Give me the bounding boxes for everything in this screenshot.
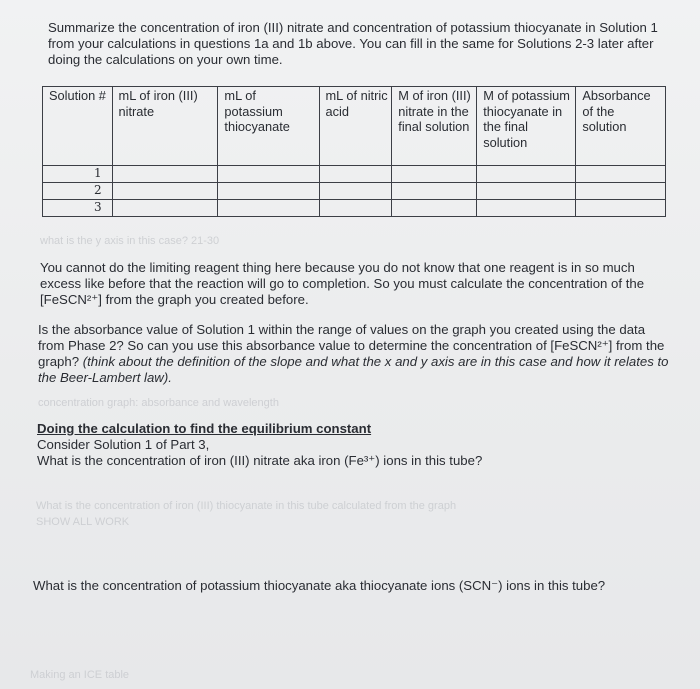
table-row [43, 183, 666, 200]
bleed-through-text: concentration graph: absorbance and wavelength [38, 397, 279, 409]
header-solution-number: Solution # [43, 87, 113, 166]
table-cell[interactable] [392, 166, 477, 183]
header-ml-nitric-acid: mL of nitric acid [319, 87, 392, 166]
absorbance-question-hint: (think about the definition of the slope and what the x and y axis are in this case and how it relates to the Beer-Lambert law). [38, 354, 669, 385]
section-heading: Doing the calculation to find the equilibrium constant [37, 421, 372, 436]
table-cell[interactable] [218, 166, 319, 183]
table-cell[interactable] [218, 183, 319, 200]
iron-concentration-question: What is the concentration of iron (III) nitrate aka iron (Fe³⁺) ions in this tube? [37, 453, 483, 468]
table-cell[interactable] [477, 200, 576, 217]
table-cell[interactable] [319, 183, 392, 200]
table-cell[interactable] [319, 166, 392, 183]
table-cell[interactable] [576, 166, 666, 183]
table-cell[interactable] [392, 200, 477, 217]
absorbance-question-text: Is the absorbance value of Solution 1 within the range of values on the graph you created using the data from Phase 2? So can you use this absorbance value to determine the concentration of [FeSCN²⁺] from the graph? [38, 322, 665, 369]
header-ml-potassium-thiocyanate: mL of potassium thiocyanate [218, 87, 319, 166]
header-molarity-iron-nitrate: M of iron (III) nitrate in the final solution [392, 87, 477, 166]
solution-number: 2 [43, 183, 113, 200]
header-ml-iron-nitrate: mL of iron (III) nitrate [112, 87, 218, 166]
limiting-reagent-paragraph: You cannot do the limiting reagent thing here because you do not know that one reagent is in so much excess like before that the reaction will go to completion. So you must calculate the concentration of the [FeSCN²⁺] from the graph you created before. [40, 260, 645, 307]
table-cell[interactable] [477, 183, 576, 200]
bleed-through-text: what is the y axis in this case? 21-30 [40, 235, 220, 247]
table-cell[interactable] [112, 166, 218, 183]
table-cell[interactable] [392, 183, 477, 200]
table-cell[interactable] [576, 183, 666, 200]
bleed-through-text: Making an ICE table [30, 669, 130, 681]
table-cell[interactable] [319, 200, 392, 217]
header-molarity-potassium-thiocyanate: M of potassium thiocyanate in the final solution [477, 87, 576, 166]
table-header-row [43, 87, 666, 166]
bleed-through-text: What is the concentration of iron (III) thiocyanate in this tube calculated from the graph [36, 500, 457, 512]
table-cell[interactable] [477, 166, 576, 183]
table-cell[interactable] [112, 183, 218, 200]
table-row [43, 166, 666, 183]
bleed-through-text: SHOW ALL WORK [36, 516, 130, 528]
table-row [43, 200, 666, 217]
section-line-solution: Consider Solution 1 of Part 3, [37, 437, 210, 452]
intro-paragraph: Summarize the concentration of iron (III) nitrate and concentration of potassium thiocyanate in Solution 1 from your calculations in questions 1a and 1b above. You can fill in the same for Solutions 2-3 later after doing the calculations on your own time. [48, 20, 658, 67]
solution-number: 1 [43, 166, 113, 183]
solution-number: 3 [43, 200, 113, 217]
absorbance-question [38, 322, 670, 386]
summary-table [42, 86, 666, 217]
thiocyanate-concentration-question: What is the concentration of potassium thiocyanate aka thiocyanate ions (SCN⁻) ions in this tube? [33, 578, 606, 593]
header-absorbance: Absorbance of the solution [576, 87, 666, 166]
table-cell[interactable] [576, 200, 666, 217]
table-cell[interactable] [218, 200, 319, 217]
table-cell[interactable] [112, 200, 218, 217]
equilibrium-section [37, 421, 677, 469]
